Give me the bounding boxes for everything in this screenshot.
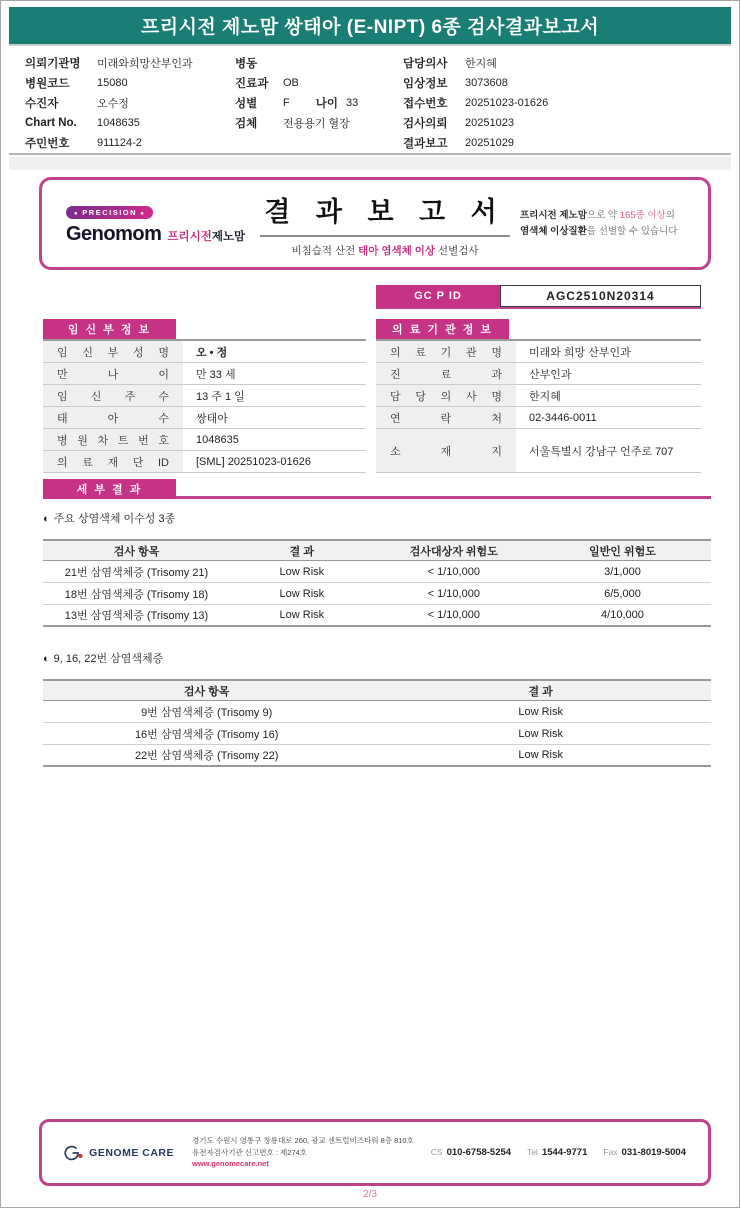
table-header-row: 검사 항목 결 과 [43, 679, 711, 701]
table-row: 소 재 지 서울특별시 강남구 언주로 707 [376, 429, 701, 473]
details-title: 세 부 결 과 [43, 479, 176, 499]
field-ward: 병동 [235, 58, 258, 70]
report-title: 프리시전 제노맘 쌍태아 (E-NIPT) 6종 검사결과보고서 [140, 17, 600, 38]
precision-badge: ● PRECISION ● [66, 206, 153, 219]
half-circle-bullet-icon: ◐ [43, 513, 50, 525]
report-title-bar [9, 7, 731, 44]
field-hospital-code: 병원코드 15080 [25, 77, 128, 90]
clinic-info-title: 의 료 기 관 정 보 [376, 319, 509, 339]
report-header-box [39, 177, 711, 270]
table-header-row: 검사 항목 결 과 검사대상자 위험도 일반인 위험도 [43, 539, 711, 561]
field-chart-no: Chart No. 1048635 [25, 117, 140, 129]
table-row: 의 료 재 단 ID [SML] 20251023-01626 [43, 451, 366, 473]
table-row: 16번 삼염색체증 (Trisomy 16) Low Risk [43, 723, 711, 745]
field-patient-name: 수진자 오수정 [25, 98, 129, 110]
table-row: 18번 삼염색체증 (Trisomy 18) Low Risk < 1/10,000 6/5,000 [43, 583, 711, 605]
field-department: 진료과 OB [235, 77, 299, 90]
table-row: 태 아 수 쌍태아 [43, 407, 366, 429]
footer-logo-text: GENOME CARE [89, 1146, 174, 1159]
patient-header-col1 [25, 53, 235, 153]
field-ordering-org: 의뢰기관명 미래와희망산부인과 [25, 58, 193, 70]
field-request-date: 검사의뢰 20251023 [403, 117, 514, 130]
table-row: 임 신 주 수 13 주 1 일 [43, 385, 366, 407]
table-row: 21번 삼염색체증 (Trisomy 21) Low Risk < 1/10,000 3/1,000 [43, 561, 711, 583]
mother-info-body [43, 339, 366, 473]
footer-website-link[interactable]: www.genomecare.net [192, 1159, 269, 1169]
gcpid-value: AGC2510N20314 [500, 285, 701, 307]
field-sex-age: 성별 F 나이 33 [235, 97, 359, 110]
table-row: 담 당 의 사 명 한지혜 [376, 385, 701, 407]
field-receipt-no: 접수번호 20251023-01626 [403, 97, 549, 110]
trisomy-extra-table [43, 679, 711, 767]
clinic-info-body [376, 339, 701, 473]
field-doctor: 담당의사 한지혜 [403, 58, 497, 70]
table-row: 9번 삼염색체증 (Trisomy 9) Low Risk [43, 701, 711, 723]
gc-logo-icon [62, 1140, 85, 1166]
gcpid-label: GC P ID [376, 285, 500, 307]
footer-box [39, 1119, 711, 1186]
footer-address-line1: 경기도 수원시 영통구 창룡대로 260, 광교 센트럴비즈타워 8층 810호 [192, 1136, 414, 1146]
footer-contact-tel: Tel 1544-9771 [527, 1147, 588, 1158]
mother-info-table [43, 319, 366, 473]
footer-contact-cs: CS 010-6758-5254 [430, 1147, 512, 1158]
field-report-date: 결과보고 20251029 [403, 137, 514, 150]
patient-header-col3 [403, 53, 723, 153]
brand-block [42, 202, 250, 246]
table-row: 임 신 부 성 명 오 • 정 [43, 341, 366, 363]
gcpid-row [376, 285, 701, 309]
table-row: 의 료 기 관 명 미래와 희망 산부인과 [376, 341, 701, 363]
separator-band [9, 157, 731, 170]
mother-info-title: 임 신 부 정 보 [43, 319, 176, 339]
report-header-note: 프리시전 제노맘으로 약 165종 이상의 염색체 이상질환을 선별할 수 있습니다 [520, 209, 678, 237]
footer-address-line2: 유전자검사기관 신고번호 : 제274호 [192, 1147, 308, 1157]
genome-care-logo [42, 1140, 174, 1166]
clinic-info-table [376, 319, 701, 473]
footer-contacts [431, 1147, 708, 1158]
field-clinical-info: 임상정보 3073608 [403, 77, 508, 90]
report-doc-subtitle: 비침습적 산전 태아 염색체 이상 선별검사 [291, 244, 479, 257]
half-circle-bullet-icon: ◐ [43, 653, 50, 665]
table-row: 연 락 처 02-3446-0011 [376, 407, 701, 429]
footer-address-block [174, 1135, 431, 1170]
section1-title: ◐ 주요 상염색체 이수성 3종 [43, 513, 176, 525]
table-row: 병 원 차 트 번 호 1048635 [43, 429, 366, 451]
table-row: 13번 삼염색체증 (Trisomy 13) Low Risk < 1/10,000 4/10,000 [43, 605, 711, 627]
table-row: 만 나 이 만 33 세 [43, 363, 366, 385]
brand-logo-text: Genomom [66, 222, 162, 245]
field-specimen: 검체 전용용기 혈장 [235, 118, 350, 130]
table-row: 진 료 과 산부인과 [376, 363, 701, 385]
patient-header-col2 [235, 53, 400, 133]
report-doc-title-block [250, 190, 520, 258]
details-section-header [43, 479, 711, 499]
section2-title: ◐ 9, 16, 22번 삼염색체증 [43, 653, 164, 665]
field-resident-no: 주민번호 911124-2 [25, 137, 142, 150]
table-row: 22번 삼염색체증 (Trisomy 22) Low Risk [43, 745, 711, 767]
footer-contact-fax: Fax 031-8019-5004 [603, 1147, 686, 1158]
trisomy-main-table [43, 539, 711, 627]
brand-line: Genomom 프리시전제노맘 [66, 222, 246, 245]
report-doc-title: 결 과 보 고 서 [260, 190, 509, 237]
page-number: 2/3 [363, 1189, 377, 1200]
patient-header-block [9, 44, 731, 155]
